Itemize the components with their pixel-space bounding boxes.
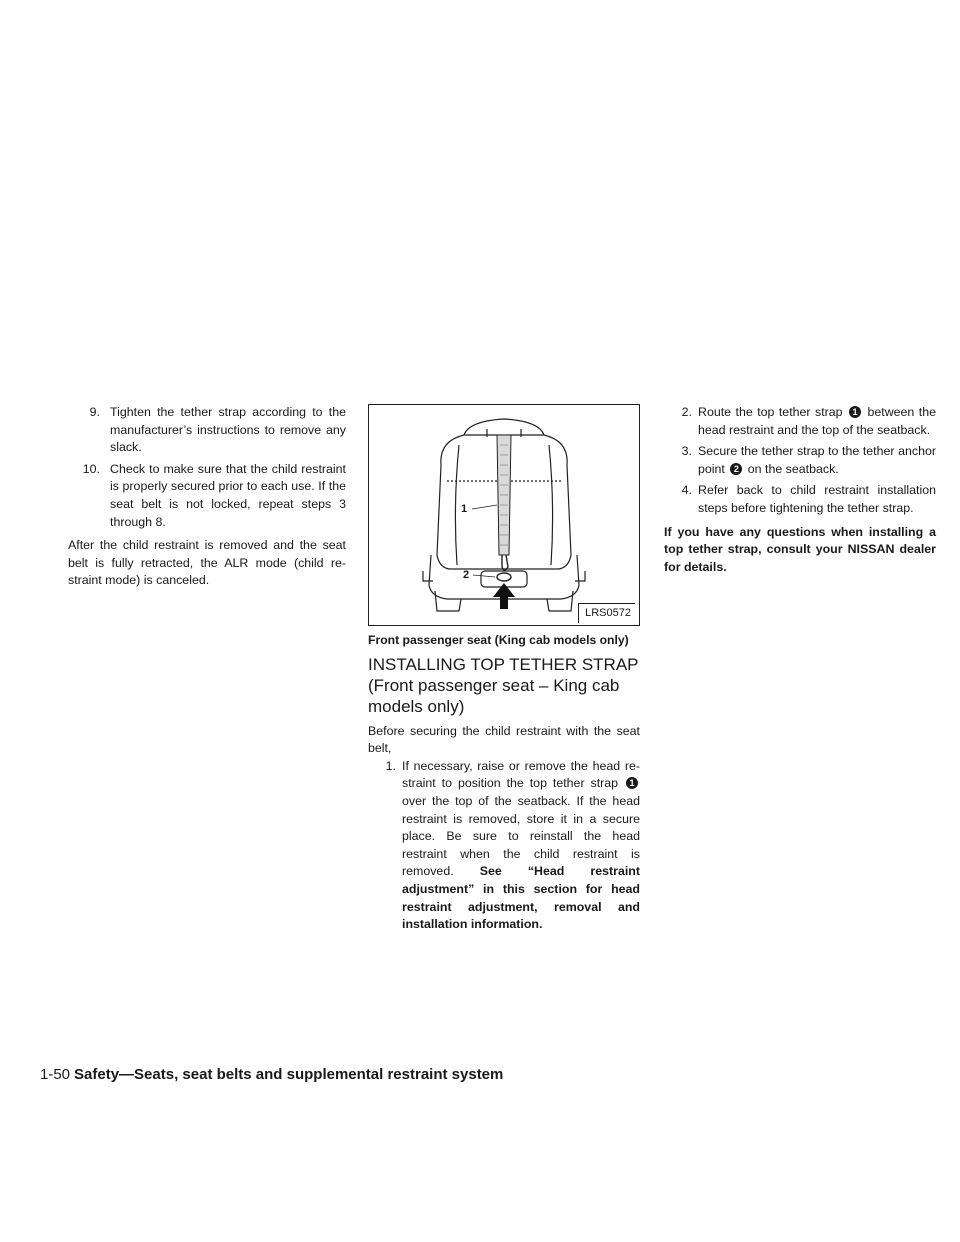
step-1 [368, 758, 640, 934]
step-2 [664, 404, 936, 439]
step-text: Refer back to child restraint installation steps before tightening the tether strap. [698, 483, 936, 515]
step-text: Check to make sure that the child restraint is properly secured prior to each use. If the seat belt is not locked, repeat steps 3 through 8. [110, 461, 346, 529]
section-intro: Before securing the child restraint with the seat belt, [368, 723, 640, 756]
step-text-b: over the top of the seatback. If the head restraint is removed, store it in a secure place. Be sure to reinstall the head restraint when the child restraint is removed. [402, 793, 640, 879]
step-number: 9. [89, 405, 100, 419]
step-text-a: If necessary, raise or remove the head re-straint to position the top tether strap [402, 758, 640, 791]
callout-2: 2 [463, 569, 470, 581]
left-column [68, 404, 346, 590]
alr-note: After the child restraint is removed and the seat belt is fully retracted, the ALR mode (child re-straint mode) is canceled. [68, 538, 346, 588]
step-text-a: Route the top tether strap [698, 405, 843, 419]
step-text-a: Secure the tether strap to the tether anchor point [698, 444, 936, 476]
section-heading: INSTALLING TOP TETHER STRAP (Front passenger seat – King cab models only) [368, 654, 639, 716]
callout-1: 1 [461, 503, 468, 515]
right-column [664, 404, 936, 576]
step-number: 10. [82, 461, 100, 476]
step-text-b: on the seatback. [747, 461, 839, 476]
callout-marker: 1 [849, 406, 861, 418]
cross-reference: See “Head restraint adjustment” in this section for head restraint adjustment, removal and installation information. [402, 864, 640, 932]
page-number: 1-50 [40, 1066, 71, 1083]
step-number: 3. [681, 444, 692, 459]
seat-illustration [368, 404, 640, 626]
step-number: 2. [681, 405, 692, 419]
seatback-drawing [369, 405, 639, 625]
step-number: 4. [681, 483, 692, 498]
step-text-b: between the head restraint and the top of the seatback. [698, 405, 936, 437]
figure-code: LRS0572 [578, 603, 635, 623]
step-3 [664, 443, 936, 478]
step-text: Tighten the tether strap according to the manufacturer’s instructions to remove any slack. [110, 405, 346, 455]
callout-marker: 1 [626, 777, 638, 789]
step-4 [664, 482, 936, 517]
page-footer [40, 1066, 503, 1083]
dealer-note: If you have any questions when installing a top tether strap, consult your NISSAN dealer for details. [664, 524, 936, 574]
figure-caption: Front passenger seat (King cab models only) [368, 633, 629, 647]
callout-marker: 2 [730, 463, 742, 475]
step-number: 1. [385, 758, 396, 773]
step-10 [68, 461, 346, 531]
middle-column [368, 404, 640, 938]
step-9 [68, 404, 346, 457]
chapter-title: Safety—Seats, seat belts and supplemental restraint system [74, 1066, 504, 1083]
